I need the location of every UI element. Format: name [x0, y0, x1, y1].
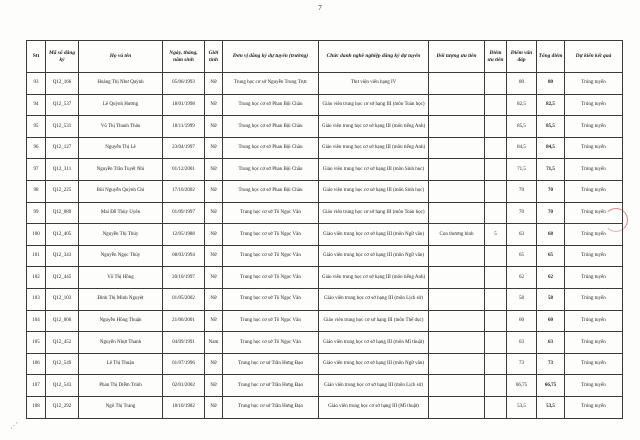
cell-priority-points	[485, 94, 507, 116]
cell-unit: Trung học cơ sở Trần Hưng Đạo	[223, 375, 319, 397]
cell-total-points: 53,5	[537, 396, 565, 418]
header-dob: Ngày, tháng, năm sinh	[163, 41, 205, 73]
cell-interview-points: 60	[507, 310, 537, 332]
cell-name: Nguyễn Nhựt Thanh	[79, 332, 163, 354]
cell-position: Giáo viên trung học cơ sở hạng III (môn Sinh học)	[319, 159, 429, 181]
cell-priority-points	[485, 180, 507, 202]
page-number: 7	[318, 4, 322, 12]
cell-dob: 17/10/2002	[163, 180, 205, 202]
cell-result: Trúng tuyển	[565, 353, 623, 375]
cell-result: Trúng tuyển	[565, 159, 623, 181]
cell-dob: 21/06/2001	[163, 310, 205, 332]
cell-interview-points: 65	[507, 245, 537, 267]
cell-result: Trúng tuyển	[565, 180, 623, 202]
cell-interview-points: 71,5	[507, 159, 537, 181]
header-unit: Đơn vị đăng ký dự tuyển (trường)	[223, 41, 319, 73]
cell-name: Võ Thị Thanh Thảo	[79, 116, 163, 138]
cell-interview-points: 58	[507, 288, 537, 310]
cell-total-points: 80	[537, 73, 565, 95]
cell-interview-points: 66,75	[507, 375, 537, 397]
cell-position: Giáo viên trung học cơ sở hạng III (môn Ngữ văn)	[319, 245, 429, 267]
header-priority-group: Đối tượng ưu tiên	[429, 41, 485, 73]
cell-stt: 106	[27, 353, 46, 375]
cell-total-points: 66,75	[537, 375, 565, 397]
cell-position: Giáo viên trung học cơ sở hạng III (môn Ngữ văn)	[319, 224, 429, 246]
cell-stt: 96	[27, 137, 46, 159]
cell-code: Q12_405	[46, 224, 79, 246]
cell-dob: 01/05/2002	[163, 288, 205, 310]
header-priority-points: Điểm ưu tiên	[485, 41, 507, 73]
cell-result: Trúng tuyển	[565, 332, 623, 354]
table-row	[27, 288, 623, 310]
cell-priority-points	[485, 310, 507, 332]
cell-interview-points: 70	[507, 180, 537, 202]
header-position: Chức danh nghề nghiệp đăng ký dự tuyển	[319, 41, 429, 73]
cell-stt: 105	[27, 332, 46, 354]
cell-gender: Nữ	[205, 180, 223, 202]
cell-position: Giáo viên trung học cơ sở hạng III (môn Thể dục)	[319, 310, 429, 332]
cell-dob: 08/03/1994	[163, 245, 205, 267]
table-row	[27, 375, 623, 397]
cell-gender: Nữ	[205, 202, 223, 224]
red-stamp	[604, 208, 628, 232]
cell-stt: 108	[27, 396, 46, 418]
cell-name: Nguyễn Hồng Thuận	[79, 310, 163, 332]
cell-priority-group	[429, 267, 485, 289]
cell-stt: 98	[27, 180, 46, 202]
header-name: Họ và tên	[79, 41, 163, 73]
cell-position: Giáo viên trung học cơ sở hạng III (môn tiếng Anh)	[319, 267, 429, 289]
cell-total-points: 58	[537, 288, 565, 310]
cell-priority-group	[429, 288, 485, 310]
cell-priority-group	[429, 116, 485, 138]
table-row	[27, 73, 623, 95]
cell-dob: 01/12/2001	[163, 159, 205, 181]
table-row	[27, 353, 623, 375]
results-body	[27, 73, 623, 419]
cell-result: Trúng tuyển	[565, 288, 623, 310]
cell-interview-points: 80	[507, 73, 537, 95]
cell-position: Giáo viên trung học cơ sở hạng III (Mĩ thuật)	[319, 396, 429, 418]
cell-position: Thư viện viên hạng IV	[319, 73, 429, 95]
header-gender: Giới tính	[205, 41, 223, 73]
cell-gender: Nữ	[205, 73, 223, 95]
cell-code: Q12_343	[46, 245, 79, 267]
cell-name: Ngô Thị Trang	[79, 396, 163, 418]
header-row	[27, 41, 623, 73]
cell-name: Võ Thị Hồng	[79, 267, 163, 289]
cell-stt: 101	[27, 245, 46, 267]
cell-unit: Trung học cơ sở Tô Ngọc Vân	[223, 267, 319, 289]
cell-code: Q12_537	[46, 94, 79, 116]
cell-interview-points: 73	[507, 353, 537, 375]
cell-name: Hoàng Thị Như Quỳnh	[79, 73, 163, 95]
cell-interview-points: 63	[507, 224, 537, 246]
table-row	[27, 332, 623, 354]
cell-unit: Trung học cơ sở Tô Ngọc Vân	[223, 288, 319, 310]
cell-name: Phan Thị Diễm Trinh	[79, 375, 163, 397]
cell-gender: Nữ	[205, 267, 223, 289]
cell-total-points: 60	[537, 310, 565, 332]
header-result: Dự kiến kết quả	[565, 41, 623, 73]
cell-code: Q12_127	[46, 137, 79, 159]
cell-unit: Trung học cơ sở Phan Bội Châu	[223, 137, 319, 159]
cell-dob: 02/01/2002	[163, 375, 205, 397]
cell-priority-points	[485, 332, 507, 354]
cell-priority-points	[485, 245, 507, 267]
cell-unit: Trung học cơ sở Trần Hưng Đạo	[223, 353, 319, 375]
cell-position: Giáo viên trung học cơ sở hạng III (môn tiếng Anh)	[319, 137, 429, 159]
cell-dob: 04/09/1991	[163, 332, 205, 354]
cell-priority-points	[485, 116, 507, 138]
cell-unit: Trung học cơ sở Nguyễn Trung Trực	[223, 73, 319, 95]
cell-priority-group	[429, 332, 485, 354]
cell-code: Q12_311	[46, 159, 79, 181]
cell-position: Giáo viên trung học cơ sở hạng III (môn Toán học)	[319, 202, 429, 224]
cell-priority-group	[429, 375, 485, 397]
cell-dob: 20/10/1997	[163, 267, 205, 289]
cell-gender: Nữ	[205, 116, 223, 138]
cell-interview-points: 63	[507, 332, 537, 354]
cell-stt: 100	[27, 224, 46, 246]
cell-total-points: 84,5	[537, 137, 565, 159]
cell-position: Giáo viên trung học cơ sở hạng III (môn Lịch sử)	[319, 375, 429, 397]
cell-gender: Nam	[205, 332, 223, 354]
cell-priority-points: 5	[485, 224, 507, 246]
cell-dob: 01/07/1996	[163, 353, 205, 375]
cell-stt: 103	[27, 288, 46, 310]
cell-position: Giáo viên trung học cơ sở hạng III (môn Lịch sử)	[319, 288, 429, 310]
cell-gender: Nữ	[205, 94, 223, 116]
cell-total-points: 65	[537, 245, 565, 267]
cell-total-points: 71,5	[537, 159, 565, 181]
cell-result: Trúng tuyển	[565, 396, 623, 418]
cell-gender: Nữ	[205, 137, 223, 159]
cell-unit: Trung học cơ sở Tô Ngọc Vân	[223, 245, 319, 267]
header-code: Mã số đăng ký	[46, 41, 79, 73]
header-stt: Stt	[27, 41, 46, 73]
cell-priority-points	[485, 202, 507, 224]
header-total-points: Tổng điểm	[537, 41, 565, 73]
cell-code: Q12_452	[46, 332, 79, 354]
cell-code: Q12_543	[46, 375, 79, 397]
cell-unit: Trung học cơ sở Phan Bội Châu	[223, 94, 319, 116]
table-row	[27, 116, 623, 138]
cell-total-points: 73	[537, 353, 565, 375]
table-row	[27, 180, 623, 202]
cell-position: Giáo viên trung học cơ sở hạng III (môn tiếng Anh)	[319, 116, 429, 138]
cell-total-points: 63	[537, 332, 565, 354]
cell-priority-group	[429, 396, 485, 418]
cell-priority-points	[485, 159, 507, 181]
cell-unit: Trung học cơ sở Tô Ngọc Vân	[223, 332, 319, 354]
cell-dob: 18/10/1982	[163, 396, 205, 418]
cell-gender: Nữ	[205, 245, 223, 267]
cell-gender: Nữ	[205, 353, 223, 375]
cell-result: Trúng tuyển	[565, 116, 623, 138]
cell-result: Trúng tuyển	[565, 245, 623, 267]
cell-total-points: 68	[537, 224, 565, 246]
cell-position: Giáo viên trung học cơ sở hạng III (môn Mĩ thuật)	[319, 332, 429, 354]
table-row	[27, 137, 623, 159]
cell-unit: Trung học cơ sở Tô Ngọc Vân	[223, 202, 319, 224]
header-interview-points: Điểm vấn đáp	[507, 41, 537, 73]
cell-unit: Trung học cơ sở Phan Bội Châu	[223, 180, 319, 202]
cell-stt: 94	[27, 94, 46, 116]
cell-total-points: 70	[537, 180, 565, 202]
cell-unit: Trung học cơ sở Tô Ngọc Vân	[223, 224, 319, 246]
cell-code: Q12_445	[46, 267, 79, 289]
cell-priority-group	[429, 137, 485, 159]
cell-stt: 97	[27, 159, 46, 181]
table-row	[27, 94, 623, 116]
table-row	[27, 245, 623, 267]
cell-priority-group	[429, 202, 485, 224]
cell-priority-group	[429, 180, 485, 202]
cell-position: Giáo viên trung học cơ sở hạng III (môn Sinh học)	[319, 180, 429, 202]
cell-position: Giáo viên trung học cơ sở hạng III (môn Ngữ văn)	[319, 353, 429, 375]
cell-interview-points: 70	[507, 202, 537, 224]
table-row	[27, 159, 623, 181]
cell-dob: 12/05/1988	[163, 224, 205, 246]
cell-priority-points	[485, 396, 507, 418]
cell-interview-points: 53,5	[507, 396, 537, 418]
cell-name: Nguyễn Ngọc Thúy	[79, 245, 163, 267]
cell-unit: Trung học cơ sở Phan Bội Châu	[223, 159, 319, 181]
cell-gender: Nữ	[205, 159, 223, 181]
cell-dob: 05/06/1993	[163, 73, 205, 95]
cell-gender: Nữ	[205, 375, 223, 397]
cell-stt: 107	[27, 375, 46, 397]
cell-total-points: 62	[537, 267, 565, 289]
cell-gender: Nữ	[205, 288, 223, 310]
cell-name: Nguyễn Trần Tuyết Nhi	[79, 159, 163, 181]
cell-priority-points	[485, 137, 507, 159]
cell-priority-group	[429, 94, 485, 116]
cell-result: Trúng tuyển	[565, 224, 623, 246]
cell-stt: 93	[27, 73, 46, 95]
cell-name: Nguyễn Thị Thúy	[79, 224, 163, 246]
cell-total-points: 85,5	[537, 116, 565, 138]
cell-result: Trúng tuyển	[565, 267, 623, 289]
cell-dob: 18/01/1998	[163, 94, 205, 116]
cell-priority-points	[485, 375, 507, 397]
cell-code: Q12_225	[46, 180, 79, 202]
table-row	[27, 224, 623, 246]
cell-code: Q12_166	[46, 73, 79, 95]
cell-code: Q12_531	[46, 116, 79, 138]
cell-code: Q12_292	[46, 396, 79, 418]
cell-name: Đinh Thị Minh Nguyệt	[79, 288, 163, 310]
cell-stt: 102	[27, 267, 46, 289]
cell-priority-group	[429, 73, 485, 95]
cell-priority-group	[429, 245, 485, 267]
cell-priority-group	[429, 310, 485, 332]
cell-result: Trúng tuyển	[565, 73, 623, 95]
cell-stt: 95	[27, 116, 46, 138]
cell-code: Q12_006	[46, 310, 79, 332]
cell-position: Giáo viên trung học cơ sở hạng III (môn Toán học)	[319, 94, 429, 116]
cell-result: Trúng tuyển	[565, 137, 623, 159]
cell-interview-points: 85,5	[507, 116, 537, 138]
cell-interview-points: 82,5	[507, 94, 537, 116]
cell-unit: Trung học cơ sở Tô Ngọc Vân	[223, 310, 319, 332]
cell-dob: 18/11/1999	[163, 116, 205, 138]
cell-name: Mai Đỗ Thùy Uyên	[79, 202, 163, 224]
cell-priority-points	[485, 353, 507, 375]
table-row	[27, 267, 623, 289]
cell-name: Lê Quỳnh Hương	[79, 94, 163, 116]
cell-result: Trúng tuyển	[565, 310, 623, 332]
cell-name: Lê Thị Thuận	[79, 353, 163, 375]
cell-stt: 99	[27, 202, 46, 224]
cell-priority-points	[485, 267, 507, 289]
cell-name: Bùi Nguyễn Quỳnh Chi	[79, 180, 163, 202]
cell-priority-group: Con thương binh	[429, 224, 485, 246]
cell-result: Trúng tuyển	[565, 202, 623, 224]
cell-gender: Nữ	[205, 224, 223, 246]
results-table	[26, 40, 623, 419]
cell-unit: Trung học cơ sở Trần Hưng Đạo	[223, 396, 319, 418]
cell-interview-points: 62	[507, 267, 537, 289]
table-row	[27, 202, 623, 224]
cell-dob: 23/04/1997	[163, 137, 205, 159]
cell-priority-points	[485, 288, 507, 310]
cell-priority-group	[429, 353, 485, 375]
cell-priority-points	[485, 73, 507, 95]
cell-unit: Trung học cơ sở Phan Bội Châu	[223, 116, 319, 138]
table-row	[27, 396, 623, 418]
cell-total-points: 82,5	[537, 94, 565, 116]
cell-total-points: 70	[537, 202, 565, 224]
cell-code: Q12_089	[46, 202, 79, 224]
cell-stt: 104	[27, 310, 46, 332]
cell-gender: Nữ	[205, 396, 223, 418]
cell-gender: Nữ	[205, 310, 223, 332]
cell-code: Q12_103	[46, 288, 79, 310]
cell-result: Trúng tuyển	[565, 375, 623, 397]
cell-dob: 01/09/1997	[163, 202, 205, 224]
cell-code: Q12_549	[46, 353, 79, 375]
cell-result: Trúng tuyển	[565, 94, 623, 116]
footer-mark: ⋰	[10, 421, 18, 430]
table-row	[27, 310, 623, 332]
cell-priority-group	[429, 159, 485, 181]
cell-name: Nguyễn Thị Lê	[79, 137, 163, 159]
cell-interview-points: 84,5	[507, 137, 537, 159]
